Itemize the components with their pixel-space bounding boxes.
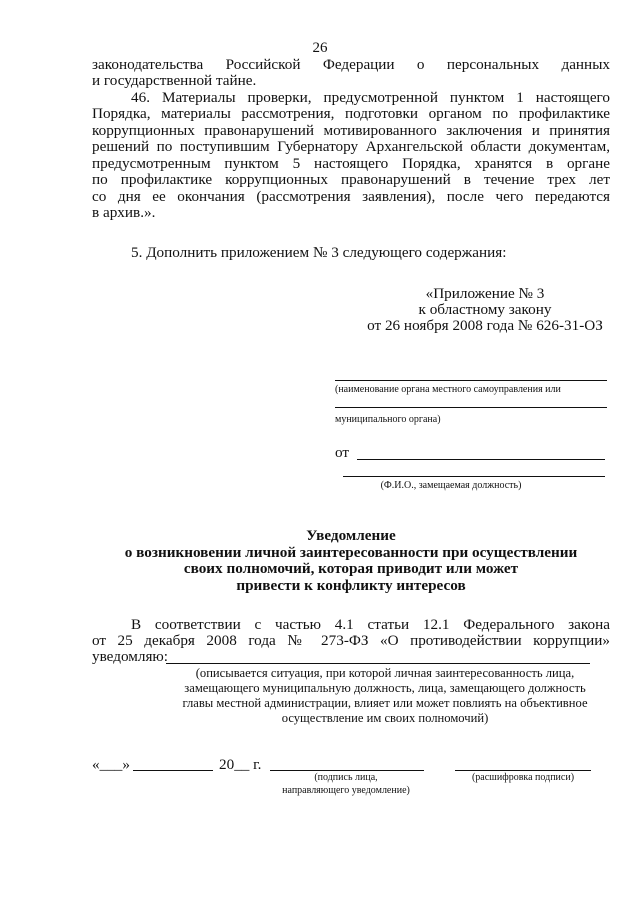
para46-line-3: коррупционных правонарушений мотивированного заключения и принятия [92, 122, 610, 139]
item-5: 5. Дополнить приложением № 3 следующего содержания: [131, 244, 507, 261]
organ-name-line [335, 380, 607, 381]
fio-caption: (Ф.И.О., замещаемая должность) [380, 480, 522, 491]
date-day: «___» [92, 756, 130, 773]
continuation-line-2: и государственной тайне. [92, 72, 257, 89]
notice-title: Уведомление [306, 527, 396, 544]
situation-caption-1: (описывается ситуация, при которой личная заинтересованность лица, [195, 666, 575, 680]
organ-caption-2: муниципального органа) [335, 414, 441, 425]
situation-line [166, 663, 590, 664]
body-line-1: В соответствии с частью 4.1 статьи 12.1 Федерального закона [131, 616, 610, 633]
from-label: от [335, 444, 350, 461]
continuation-line-1: законодательства Российской Федерации о персональных данных [92, 56, 610, 73]
appendix-line-1: «Приложение № 3 [425, 285, 545, 302]
appendix-line-2: к областному закону [418, 301, 552, 318]
organ-caption-1: (наименование органа местного самоуправления или [335, 384, 561, 395]
para46-line-6: по профилактике коррупционных правонарушений в течение трех лет [92, 171, 610, 188]
appendix-line-3: от 26 ноября 2008 года № 626-31-ОЗ [367, 317, 603, 334]
situation-caption-2: замещающего муниципальную должность, лица, замещающего должность [184, 681, 586, 695]
para46-line-5: предусмотренным пунктом 5 настоящего Порядка, хранятся в органе [92, 155, 610, 172]
body-line-2: от 25 декабря 2008 года № 273-ФЗ «О противодействии коррупции» [92, 632, 610, 649]
notice-subtitle-2: своих полномочий, которая приводит или может [183, 560, 519, 577]
signature-caption-1: (подпись лица, [314, 772, 378, 783]
body-line-3: уведомляю: [92, 648, 168, 665]
para46-line-8: в архив.». [92, 204, 156, 221]
para46-line-2: Порядка, материалы рассмотрения, подготовки органом по профилактике [92, 105, 610, 122]
decode-caption: (расшифровка подписи) [471, 772, 575, 783]
situation-caption-4: осуществление им своих полномочий) [281, 711, 489, 725]
date-month-line [133, 770, 213, 771]
notice-subtitle-3: привести к конфликту интересов [236, 577, 466, 594]
date-year: 20__ г. [219, 756, 262, 773]
organ-name-line-2 [335, 407, 607, 408]
para46-line-4: решений по поступившим Губернатору Архангельской области документам, [92, 138, 610, 155]
page-number: 26 [312, 40, 328, 56]
notice-subtitle-1: о возникновении личной заинтересованности при осуществлении [124, 544, 578, 561]
situation-caption-3: главы местной администрации, влияет или может повлиять на объективное [182, 696, 588, 710]
from-position-line [343, 476, 605, 477]
signature-caption-2: направляющего уведомление) [282, 785, 410, 796]
decode-line [455, 770, 591, 771]
para46-line-7: со дня ее окончания (рассмотрения заявления), после чего передаются [92, 188, 610, 205]
signature-line [270, 770, 424, 771]
para46-line-1: 46. Материалы проверки, предусмотренной пунктом 1 настоящего [131, 89, 610, 106]
from-name-line [357, 459, 605, 460]
